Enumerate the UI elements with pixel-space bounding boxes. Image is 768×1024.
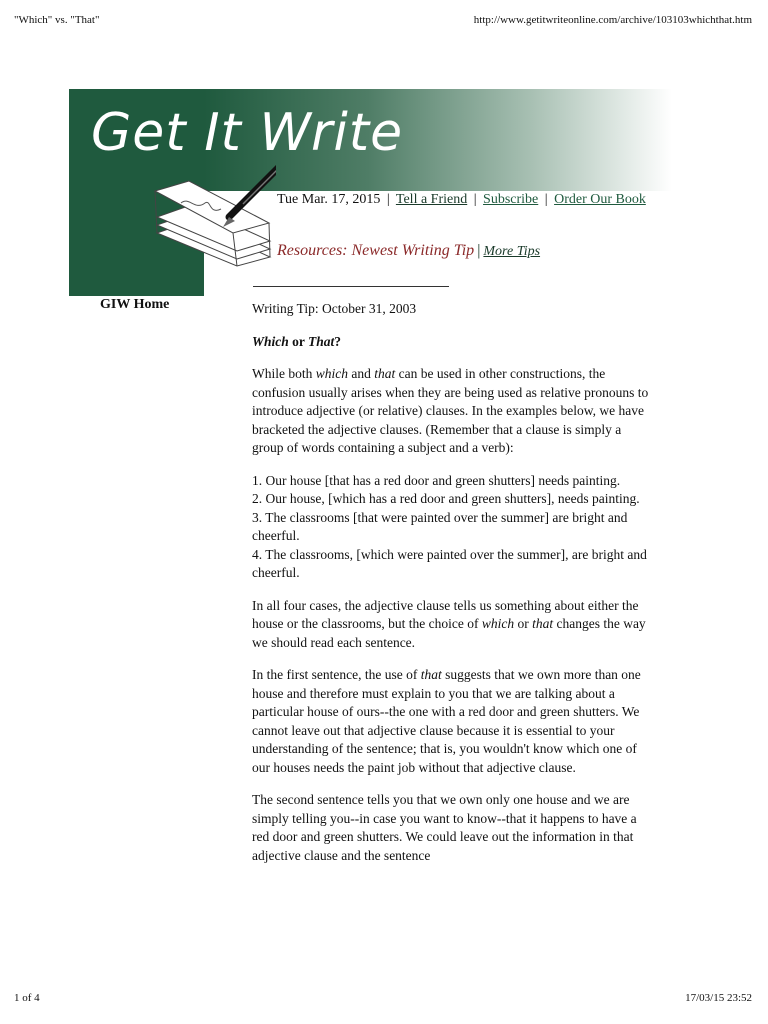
paragraph-cases	[252, 597, 652, 653]
emphasis: that	[420, 667, 442, 682]
nav-separator: |	[386, 192, 390, 207]
order-book-link[interactable]: Order Our Book	[554, 192, 646, 207]
text: In all four cases, the adjective clause tells us something about either the house or the classrooms, but the choice of	[252, 597, 639, 631]
title-that: That	[308, 333, 335, 349]
emphasis: which	[315, 366, 348, 381]
article-body	[252, 300, 652, 879]
tell-a-friend-link[interactable]: Tell a Friend	[395, 192, 468, 207]
title-which: Which	[252, 333, 289, 349]
subscribe-link[interactable]: Subscribe	[483, 192, 539, 207]
resources-label: Resources: Newest Writing Tip	[277, 242, 475, 259]
site-logo: Get It Write	[91, 103, 404, 163]
text: suggests that we own more than one house and therefore must explain to you that we are talking about a particular house of ours--the one with a red door and green shutters. We cannot leave out that adjective clause because it is essential to your understanding of the sentence; that is, you wouldn't know which one of our houses needs the paint job without that adjective clause.	[252, 667, 641, 775]
title-question-mark: ?	[334, 333, 342, 349]
resources-bar	[277, 242, 540, 260]
text: While both	[252, 366, 316, 381]
title-or: or	[288, 333, 309, 349]
print-timestamp: 17/03/15 23:52	[685, 992, 752, 1004]
example-item: 2. Our house, [which has a red door and green shutters], needs painting.	[252, 491, 640, 506]
tip-date: Writing Tip: October 31, 2003	[252, 301, 417, 316]
paragraph-intro	[252, 365, 652, 458]
current-date: Tue Mar. 17, 2015	[277, 192, 381, 207]
nav-separator: |	[473, 192, 477, 207]
nav-separator: |	[544, 192, 548, 207]
text: changes the way we should read each sentence.	[252, 616, 646, 650]
emphasis: that	[374, 366, 396, 381]
emphasis: that	[532, 616, 554, 631]
more-tips-link[interactable]: More Tips	[483, 244, 541, 259]
top-nav	[277, 192, 646, 208]
article-title	[252, 333, 652, 352]
example-item: 1. Our house [that has a red door and green shutters] needs painting.	[252, 472, 621, 488]
divider	[253, 286, 449, 287]
text: or	[514, 616, 533, 631]
text: can be used in other constructions, the confusion usually arises when they are being used as relative pronouns to introduce adjective (or relative) clauses. In the examples below, we have bracketed the adjective clauses. (Remember that a clause is simply a group of words containing a subject and a verb):	[252, 366, 649, 455]
examples-list	[252, 472, 652, 583]
resources-separator: |	[477, 242, 481, 259]
page-number: 1 of 4	[14, 992, 40, 1004]
paragraph-second-sentence: The second sentence tells you that we own only one house and we are simply telling you--in case you want to know--that it happens to have a red door and green shutters. We could leave out the information in that adjective clause and the sentence	[252, 792, 637, 863]
print-header-title: "Which" vs. "That"	[14, 14, 100, 26]
text: and	[348, 366, 375, 381]
emphasis: which	[481, 616, 515, 631]
example-item: 3. The classrooms [that were painted over the summer] are bright and cheerful.	[252, 509, 628, 543]
example-item: 4. The classrooms, [which were painted over the summer], are bright and cheerful.	[252, 546, 647, 580]
paragraph-first-sentence	[252, 666, 652, 777]
giw-home-link[interactable]: GIW Home	[100, 297, 170, 312]
text: In the first sentence, the use of	[252, 667, 421, 682]
notepad-pen-icon	[151, 141, 276, 276]
print-header-url: http://www.getitwriteonline.com/archive/103103whichthat.htm	[473, 14, 752, 26]
